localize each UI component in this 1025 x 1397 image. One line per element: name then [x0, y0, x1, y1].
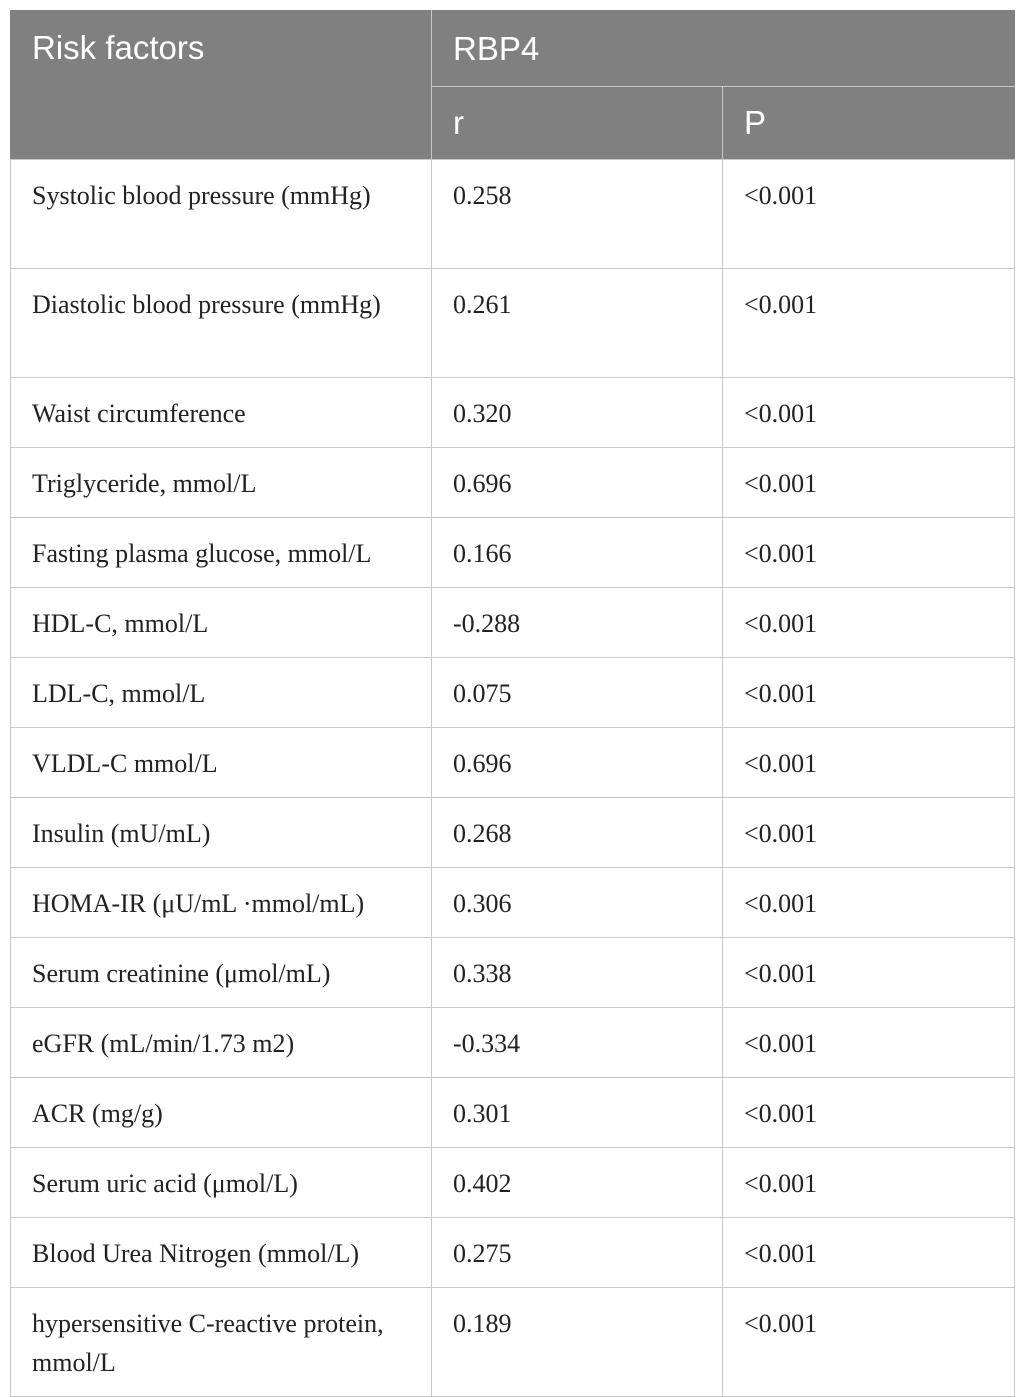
- risk-factor-cell: Blood Urea Nitrogen (mmol/L): [11, 1218, 432, 1288]
- r-value-cell: 0.189: [432, 1288, 723, 1397]
- risk-factor-cell: Insulin (mU/mL): [11, 798, 432, 868]
- p-value-cell: <0.001: [723, 658, 1015, 728]
- r-value-cell: 0.306: [432, 868, 723, 938]
- header-p: P: [723, 87, 1015, 160]
- risk-factor-cell: Fasting plasma glucose, mmol/L: [11, 518, 432, 588]
- risk-factor-cell: LDL-C, mmol/L: [11, 658, 432, 728]
- risk-factor-cell: Serum uric acid (μmol/L): [11, 1148, 432, 1218]
- r-value-cell: 0.261: [432, 269, 723, 378]
- table-row: [11, 868, 1015, 938]
- p-value-cell: <0.001: [723, 160, 1015, 269]
- header-row-top: [11, 11, 1015, 87]
- table-row: [11, 448, 1015, 518]
- p-value-cell: <0.001: [723, 1148, 1015, 1218]
- table-row: [11, 378, 1015, 448]
- r-value-cell: 0.402: [432, 1148, 723, 1218]
- r-value-cell: 0.696: [432, 728, 723, 798]
- p-value-cell: <0.001: [723, 1078, 1015, 1148]
- p-value-cell: <0.001: [723, 1288, 1015, 1397]
- risk-factor-cell: HOMA-IR (μU/mL ·mmol/mL): [11, 868, 432, 938]
- header-r: r: [432, 87, 723, 160]
- risk-factor-cell: Diastolic blood pressure (mmHg): [11, 269, 432, 378]
- table-row: [11, 1288, 1015, 1397]
- p-value-cell: <0.001: [723, 448, 1015, 518]
- table-row: [11, 269, 1015, 378]
- r-value-cell: 0.268: [432, 798, 723, 868]
- risk-factor-cell: Serum creatinine (μmol/mL): [11, 938, 432, 1008]
- r-value-cell: -0.334: [432, 1008, 723, 1078]
- p-value-cell: <0.001: [723, 728, 1015, 798]
- p-value-cell: <0.001: [723, 868, 1015, 938]
- r-value-cell: 0.301: [432, 1078, 723, 1148]
- table-body: [11, 160, 1015, 1397]
- table-row: [11, 798, 1015, 868]
- r-value-cell: 0.166: [432, 518, 723, 588]
- table-row: [11, 1148, 1015, 1218]
- risk-factor-cell: Waist circumference: [11, 378, 432, 448]
- r-value-cell: 0.338: [432, 938, 723, 1008]
- risk-factor-cell: eGFR (mL/min/1.73 m2): [11, 1008, 432, 1078]
- risk-factor-cell: VLDL-C mmol/L: [11, 728, 432, 798]
- p-value-cell: <0.001: [723, 588, 1015, 658]
- r-value-cell: 0.320: [432, 378, 723, 448]
- risk-factor-cell: Systolic blood pressure (mmHg): [11, 160, 432, 269]
- p-value-cell: <0.001: [723, 378, 1015, 448]
- table-row: [11, 658, 1015, 728]
- r-value-cell: -0.288: [432, 588, 723, 658]
- p-value-cell: <0.001: [723, 1008, 1015, 1078]
- risk-factor-cell: HDL-C, mmol/L: [11, 588, 432, 658]
- table-header: [11, 11, 1015, 160]
- table-row: [11, 160, 1015, 269]
- table-row: [11, 1078, 1015, 1148]
- p-value-cell: <0.001: [723, 798, 1015, 868]
- r-value-cell: 0.696: [432, 448, 723, 518]
- p-value-cell: <0.001: [723, 518, 1015, 588]
- header-risk-factors: Risk factors: [11, 11, 432, 160]
- p-value-cell: <0.001: [723, 269, 1015, 378]
- r-value-cell: 0.075: [432, 658, 723, 728]
- r-value-cell: 0.258: [432, 160, 723, 269]
- table-row: [11, 1218, 1015, 1288]
- correlation-table: [10, 10, 1015, 1397]
- header-rbp4-group: RBP4: [432, 11, 1015, 87]
- table-row: [11, 588, 1015, 658]
- p-value-cell: <0.001: [723, 1218, 1015, 1288]
- p-value-cell: <0.001: [723, 938, 1015, 1008]
- risk-factor-cell: Triglyceride, mmol/L: [11, 448, 432, 518]
- table-row: [11, 1008, 1015, 1078]
- risk-factor-cell: hypersensitive C-reactive protein, mmol/L: [11, 1288, 432, 1397]
- r-value-cell: 0.275: [432, 1218, 723, 1288]
- risk-factor-cell: ACR (mg/g): [11, 1078, 432, 1148]
- table-row: [11, 728, 1015, 798]
- table-row: [11, 518, 1015, 588]
- table-row: [11, 938, 1015, 1008]
